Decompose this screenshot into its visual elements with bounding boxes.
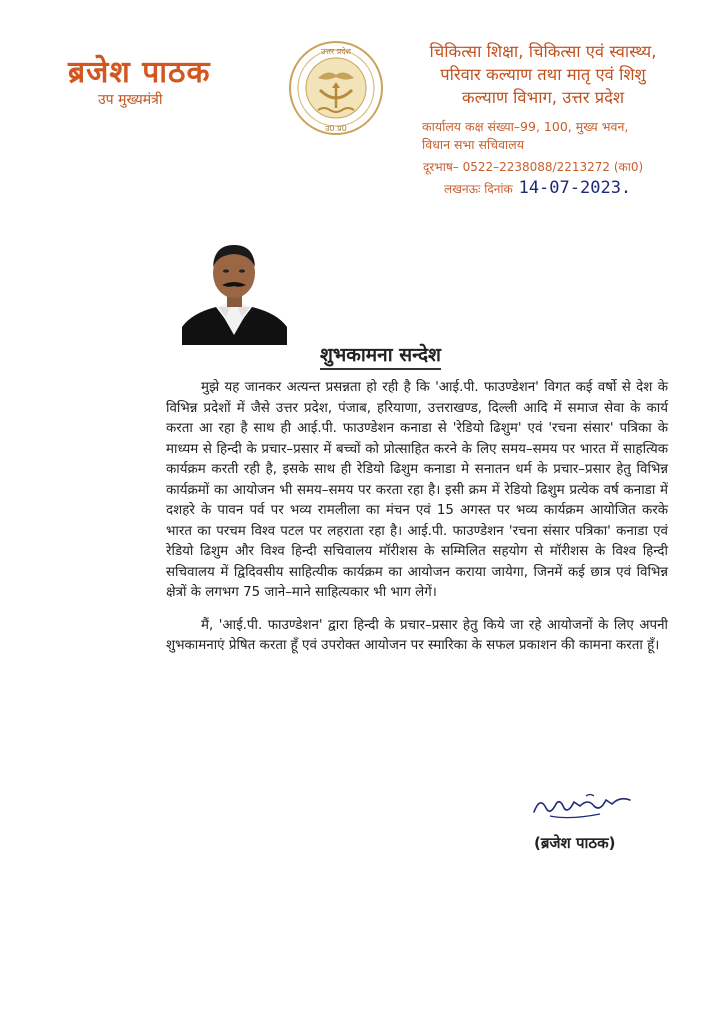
department-line: चिकित्सा शिक्षा, चिकित्सा एवं स्वास्थ्य, [429, 42, 657, 61]
department-name [393, 40, 693, 109]
office-line: विधान सभा सचिवालय [422, 137, 525, 152]
signature-icon [530, 790, 635, 822]
emblem-text-top: उत्तर प्रदेश [321, 47, 351, 56]
date-label: लखनऊः दिनांक [444, 182, 513, 196]
sender-title: उप मुख्यमंत्री [98, 92, 163, 108]
department-line: कल्याण विभाग, उत्तर प्रदेश [461, 88, 625, 107]
sender-name: ब्रजेश पाठक [68, 55, 211, 90]
up-state-emblem-icon [288, 40, 384, 136]
signer-name: (ब्रजेश पाठक) [534, 834, 616, 852]
letter-body [166, 378, 668, 657]
date-line [444, 178, 631, 198]
body-paragraph: मुझे यह जानकर अत्यन्त प्रसन्नता हो रही है कि 'आई.पी. फाउण्डेशन' विगत कई वर्षो से देश के विभिन्न प्रदेशों में जैसे उत्तर प्रदेश, पंजाब, हरियाणा, उत्तराखण्ड, दिल्ली आदि में समाज सेवा के कार्य करता आ रहा है साथ ही आई.पी. फाउण्डेशन कनाडा से 'रेडियो ढिशुम' एवं 'रचना संसार' पत्रिका के माध्यम से हिन्दी के प्रचार–प्रसार में बच्चों को प्रोत्साहित करने के लिए समय–समय पर भारत में साहत्यिक कार्यक्रम करती रही है, इसके साथ ही रेडियो ढिशुम कनाडा मे सनातन धर्म के प्रचार–प्रसार हेतु विभिन्न कार्यक्रमों का आयोजन भी समय–समय पर करता रहा है। इसी क्रम में रेडियो ढिशुम प्रत्येक वर्ष कनाडा में दशहरे के पावन पर्व पर भव्य रामलीला का मंचन एवं 15 अगस्त पर भव्य कार्यक्रम आयोजित करके भारत का परचम विश्व पटल पर लहराता रहा है। आई.पी. फाउण्डेशन 'रचना संसार पत्रिका' कनाडा एवं रेडियो ढिशुम और विश्व हिन्दी सचिवालय मॉरीशस के सम्मिलित सहयोग से मॉरीशस के विश्व हिन्दी सचिवालय में द्विदिवसीय साहित्यीक कार्यक्रम का आयोजन कराया जायेगा, जिनमें कई छात्र एवं विभिन्न क्षेत्रों के लगभग 75 जाने–माने साहित्यकार भी भाग लेगें। [166, 380, 668, 600]
department-line: परिवार कल्याण तथा मातृ एवं शिशु [440, 65, 646, 84]
emblem-text-bottom: उ0 प्र0 [325, 124, 347, 133]
portrait-photo [182, 235, 287, 345]
phone-number: दूरभाष– 0522–2238088/2213272 (का0) [423, 160, 644, 174]
office-line: कार्यालय कक्ष संख्या–99, 100, मुख्य भवन, [422, 119, 629, 134]
body-paragraph: मैं, 'आई.पी. फाउण्डेशन' द्वारा हिन्दी के प्रचार–प्रसार हेतु किये जा रहे आयोजनों के लिए अपनी शुभकामनाएं प्रेषित करता हूँ एवं उपरोक्त आयोजन पर स्मारिका के सफल प्रकाशन की कामना करता हूँ। [166, 617, 668, 653]
date-value: 14-07-2023. [518, 178, 632, 198]
letter-heading: शुभकामना सन्देश [320, 341, 441, 370]
office-address [422, 118, 672, 154]
